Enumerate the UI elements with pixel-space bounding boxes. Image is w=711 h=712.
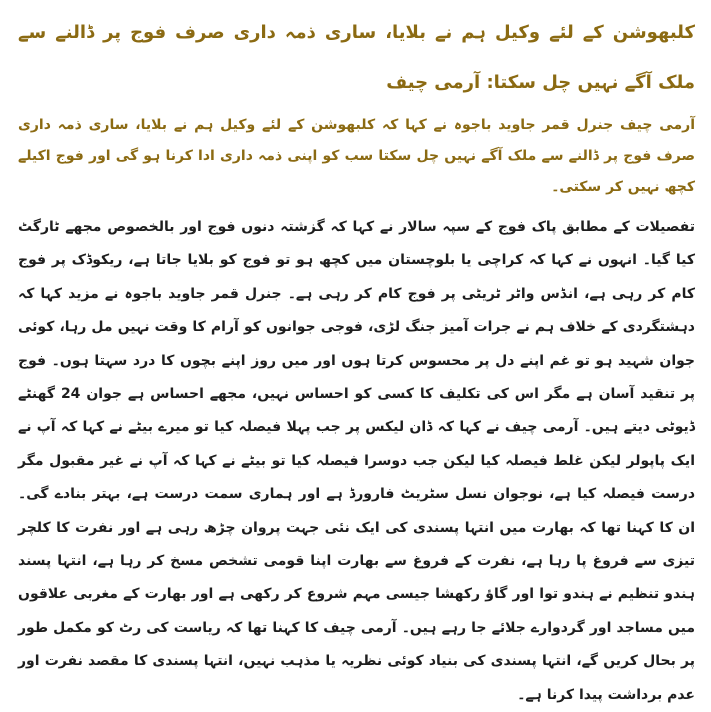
article-lead-paragraph: آرمی چیف جنرل قمر جاوید باجوہ نے کہا کہ کلبھوشن کے لئے وکیل ہم نے بلایا، ساری ذمہ داری صرف فوج پر ڈالنے سے ملک آگے نہیں چل سکتا سب کو اپنی ذمہ داری ادا کرنا ہو گی اور فوج اکیلے کچھ نہیں کر سکتی۔: [18, 117, 695, 195]
article-body-paragraph: تفصیلات کے مطابق پاک فوج کے سپہ سالار نے کہا کہ گزشتہ دنوں فوج اور بالخصوص مجھے ٹارگٹ کیا گیا۔ انہوں نے کہا کہ کراچی یا بلوچستان میں کچھ ہو تو فوج کو بلایا جاتا ہے، ریکوڈک پر فوج کام کر رہی ہے، انڈس واٹر ٹریٹی پر فوج کام کر رہی ہے۔ جنرل قمر جاوید باجوہ نے مزید کہا کہ دہشتگردی کے خلاف ہم نے جرات آمیز جنگ لڑی، فوجی جوانوں کو آرام کا وقت نہیں مل رہا، کوئی جوان شہید ہو تو غم اپنے دل پر محسوس کرتا ہوں اور میں روز اپنے بچوں کا درد سہتا ہوں۔ فوج پر تنقید آسان ہے مگر اس کی تکلیف کا کسی کو احساس نہیں، مجھے احساس ہے جوان 24 گھنٹے ڈیوٹی دیتے ہیں۔ آرمی چیف نے کہا کہ ڈان لیکس پر جب پہلا فیصلہ کیا تو میرے بیٹے نے کہا کہ آپ نے ایک پاپولر لیکن غلط فیصلہ کیا لیکن جب دوسرا فیصلہ کیا تو بیٹے نے کہا کہ آپ نے غیر مقبول مگر درست فیصلہ کیا ہے، نوجوان نسل سٹریٹ فارورڈ ہے اور ہماری سمت درست ہے، بہتر بنادے گی۔ ان کا کہنا تھا کہ بھارت میں انتہا پسندی کی ایک نئی جہت پروان چڑھ رہی ہے اور نفرت کا کلچر تیزی سے فروغ پا رہا ہے، نفرت کے فروغ سے بھارت اپنا قومی تشخص مسخ کر رہا ہے، انتہا پسند ہندو تنظیم نے ہندو توا اور گاؤ رکھشا جیسی مہم شروع کر رکھی ہے اور بھارت کے مغربی علاقوں میں مساجد اور گردوارے جلائے جا رہے ہیں۔ آرمی چیف کا کہنا تھا کہ ریاست کی رٹ کو مکمل طور پر بحال کریں گے، انتہا پسندی کی بنیاد کوئی نظریہ یا مذہب نہیں، انتہا پسندی کا مقصد نفرت اور عدم برداشت پیدا کرنا ہے۔: [18, 219, 696, 703]
article-headline: کلبھوشن کے لئے وکیل ہم نے بلایا، ساری ذمہ داری صرف فوج پر ڈالنے سے ملک آگے نہیں چل سکتا: آرمی چیف: [18, 22, 695, 93]
